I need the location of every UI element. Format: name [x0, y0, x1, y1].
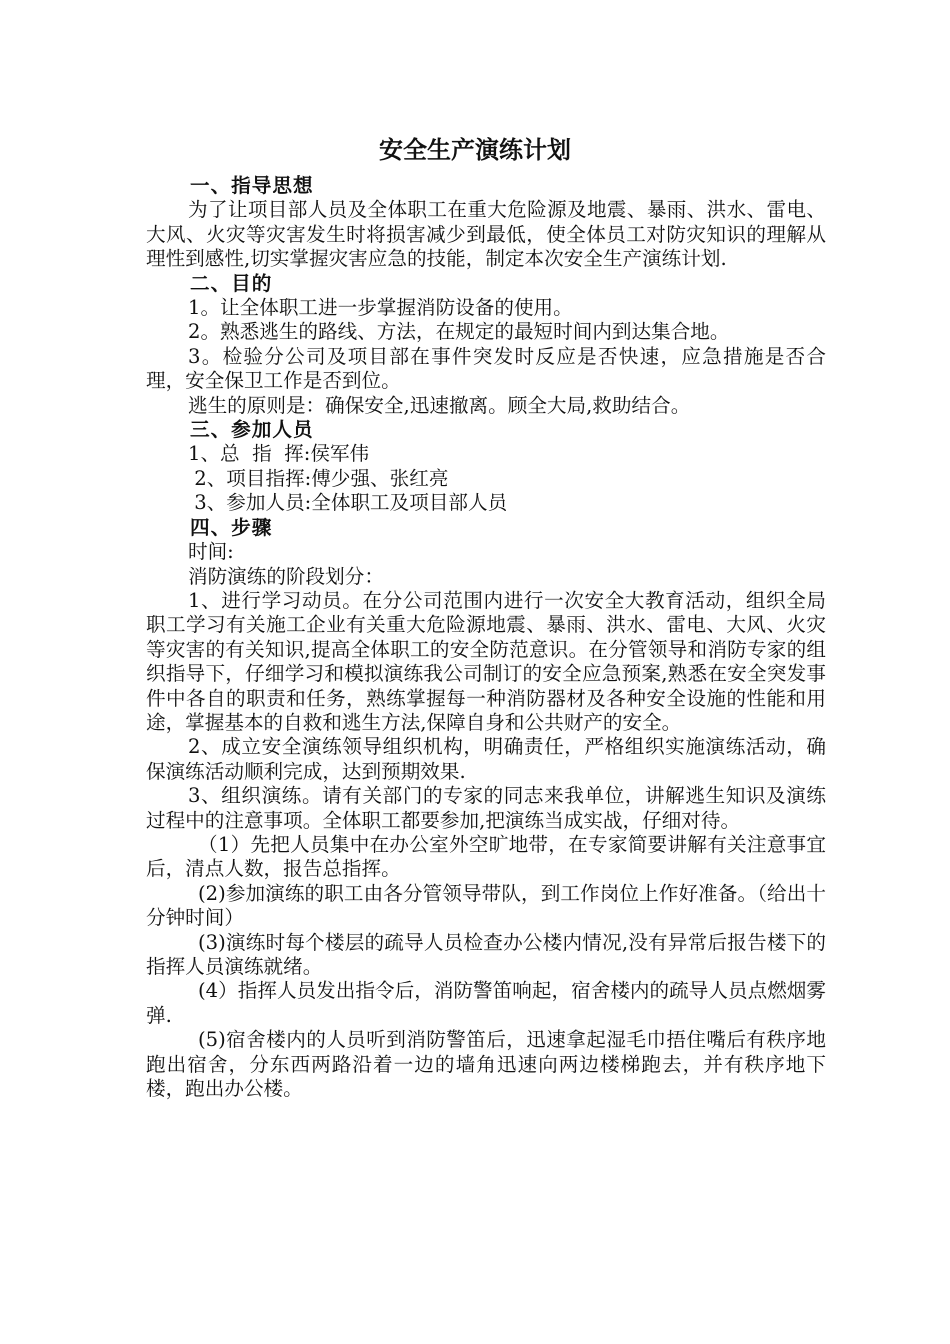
step-item: 3、组织演练。请有关部门的专家的同志来我单位，讲解逃生知识及演练过程中的注意事项。全体职工都要参加,把演练当成实战，仔细对待。: [146, 784, 826, 832]
purpose-item: 3。检验分公司及项目部在事件突发时反应是否快速，应急措施是否合理，安全保卫工作是否到位。: [146, 344, 826, 393]
substep-item: (4）指挥人员发出指令后，消防警笛响起，宿舍楼内的疏导人员点燃烟雾弹.: [146, 979, 826, 1027]
stages-intro: 消防演练的阶段划分：: [188, 564, 384, 588]
substep-item: (3)演练时每个楼层的疏导人员检查办公楼内情况,没有异常后报告楼下的指挥人员演练就绪。: [146, 930, 826, 978]
paragraph-guiding-ideology: 为了让项目部人员及全体职工在重大危险源及地震、暴雨、洪水、雷电、大风、火灾等灾害发生时将损害减少到最低，使全体员工对防灾知识的理解从理性到感性,切实掌握灾害应急的技能，制定本次安全生产演练计划.: [146, 198, 826, 271]
participant-item: 1、总 指 挥:侯军伟: [188, 442, 370, 466]
section-heading-purpose: 二、目的: [190, 271, 273, 295]
substep-item: (2)参加演练的职工由各分管领导带队，到工作岗位上作好准备。（给出十分钟时间）: [146, 881, 826, 930]
purpose-item: 2。熟悉逃生的路线、方法，在规定的最短时间内到达集合地。: [188, 320, 730, 344]
step-item: 1、进行学习动员。在分公司范围内进行一次安全大教育活动，组织全局职工学习有关施工企业有关重大危险源地震、暴雨、洪水、雷电、大风、火灾等灾害的有关知识,提高全体职工的安全防范意识。在分管领导和消防专家的组织指导下，仔细学习和模拟演练我公司制订的安全应急预案,熟悉在安全突发事件中各自的职责和任务，熟练掌握每一种消防器材及各种安全设施的性能和用途，掌握基本的自救和逃生方法,保障自身和公共财产的安全。: [146, 588, 826, 734]
purpose-item: 1。让全体职工进一步掌握消防设备的使用。: [188, 296, 573, 320]
substep-item: （1）先把人员集中在办公室外空旷地带，在专家简要讲解有关注意事宜后，清点人数，报告总指挥。: [146, 832, 826, 881]
section-heading-guiding-ideology: 一、指导思想: [190, 174, 314, 197]
section-heading-steps: 四、步骤: [190, 515, 273, 539]
step-item: 2、成立安全演练领导组织机构，明确责任，严格组织实施演练活动，确保演练活动顺利完成，达到预期效果.: [146, 735, 826, 783]
document-title: 安全生产演练计划: [379, 136, 571, 164]
escape-principle: 逃生的原则是：确保安全,迅速撤离。顾全大局,救助结合。: [188, 393, 691, 417]
substep-item: (5)宿舍楼内的人员听到消防警笛后，迅速拿起湿毛巾捂住嘴后有秩序地跑出宿舍，分东西两路沿着一边的墙角迅速向两边楼梯跑去，并有秩序地下楼，跑出办公楼。: [146, 1028, 826, 1101]
time-label: 时间:: [188, 540, 234, 564]
participant-item: 3、参加人员:全体职工及项目部人员: [188, 491, 508, 515]
document-body: [146, 174, 826, 1101]
participant-item: 2、项目指挥:傅少强、张红亮: [188, 466, 449, 490]
section-heading-participants: 三、参加人员: [190, 418, 314, 442]
